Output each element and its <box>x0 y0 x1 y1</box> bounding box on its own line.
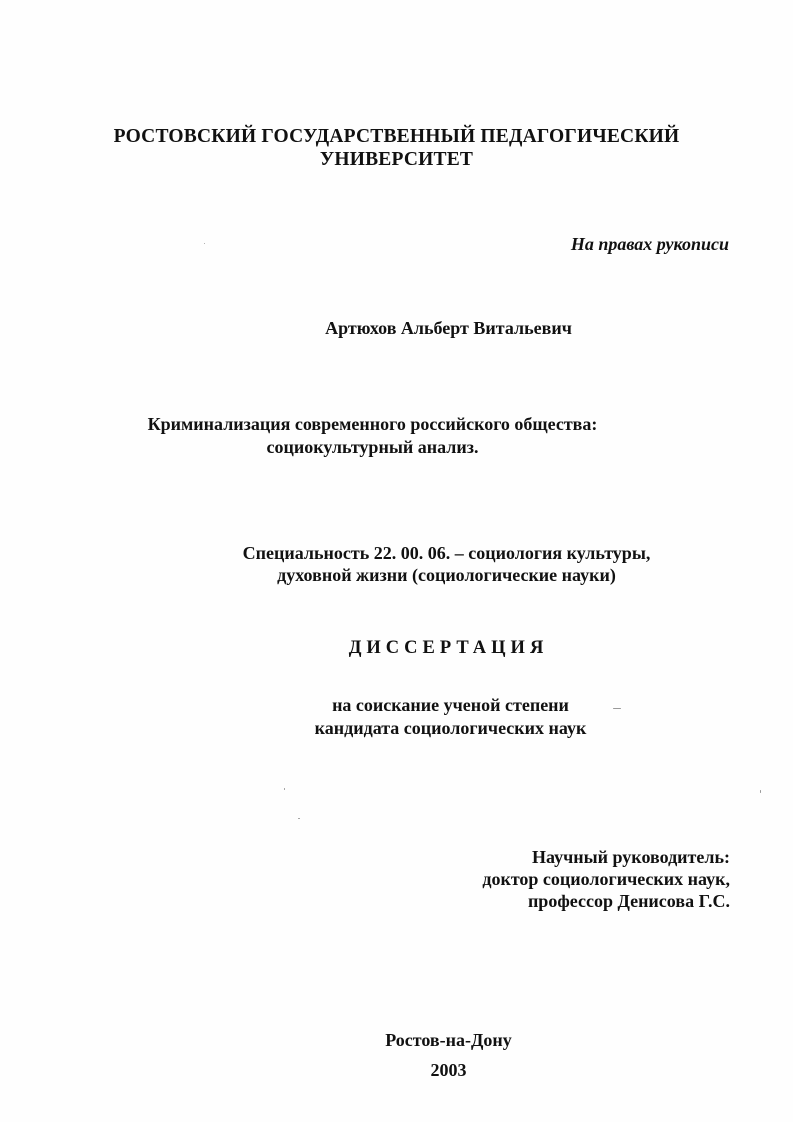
scan-speck <box>298 818 300 819</box>
city: Ростов-на-Дону <box>385 1030 512 1050</box>
university-name-line1: РОСТОВСКИЙ ГОСУДАРСТВЕННЫЙ ПЕДАГОГИЧЕСКИЙ <box>113 126 680 147</box>
specialty-line1: Специальность 22. 00. 06. – социология культуры, <box>242 543 651 563</box>
dissertation-title-line2: социокультурный анализ. <box>266 437 479 457</box>
supervisor-degree: доктор социологических наук, <box>482 869 730 889</box>
scan-speck <box>760 790 761 793</box>
year: 2003 <box>430 1060 467 1080</box>
degree-line2: кандидата социологических наук <box>314 718 587 738</box>
degree-line1: на соискание ученой степени <box>332 695 569 715</box>
author-name: Артюхов Альберт Витальевич <box>325 318 572 338</box>
scan-speck <box>613 708 621 709</box>
specialty-line2: духовной жизни (социологические науки) <box>277 565 616 585</box>
supervisor-name: профессор Денисова Г.С. <box>527 891 730 911</box>
scan-speck <box>204 243 205 244</box>
supervisor-label: Научный руководитель: <box>532 847 730 867</box>
scan-speck <box>284 788 285 790</box>
dissertation-title-line1: Криминализация современного российского общества: <box>147 414 598 434</box>
document-type: ДИССЕРТАЦИЯ <box>348 638 549 658</box>
rights-note: На правах рукописи <box>570 234 729 254</box>
university-name-line2: УНИВЕРСИТЕТ <box>319 149 474 170</box>
